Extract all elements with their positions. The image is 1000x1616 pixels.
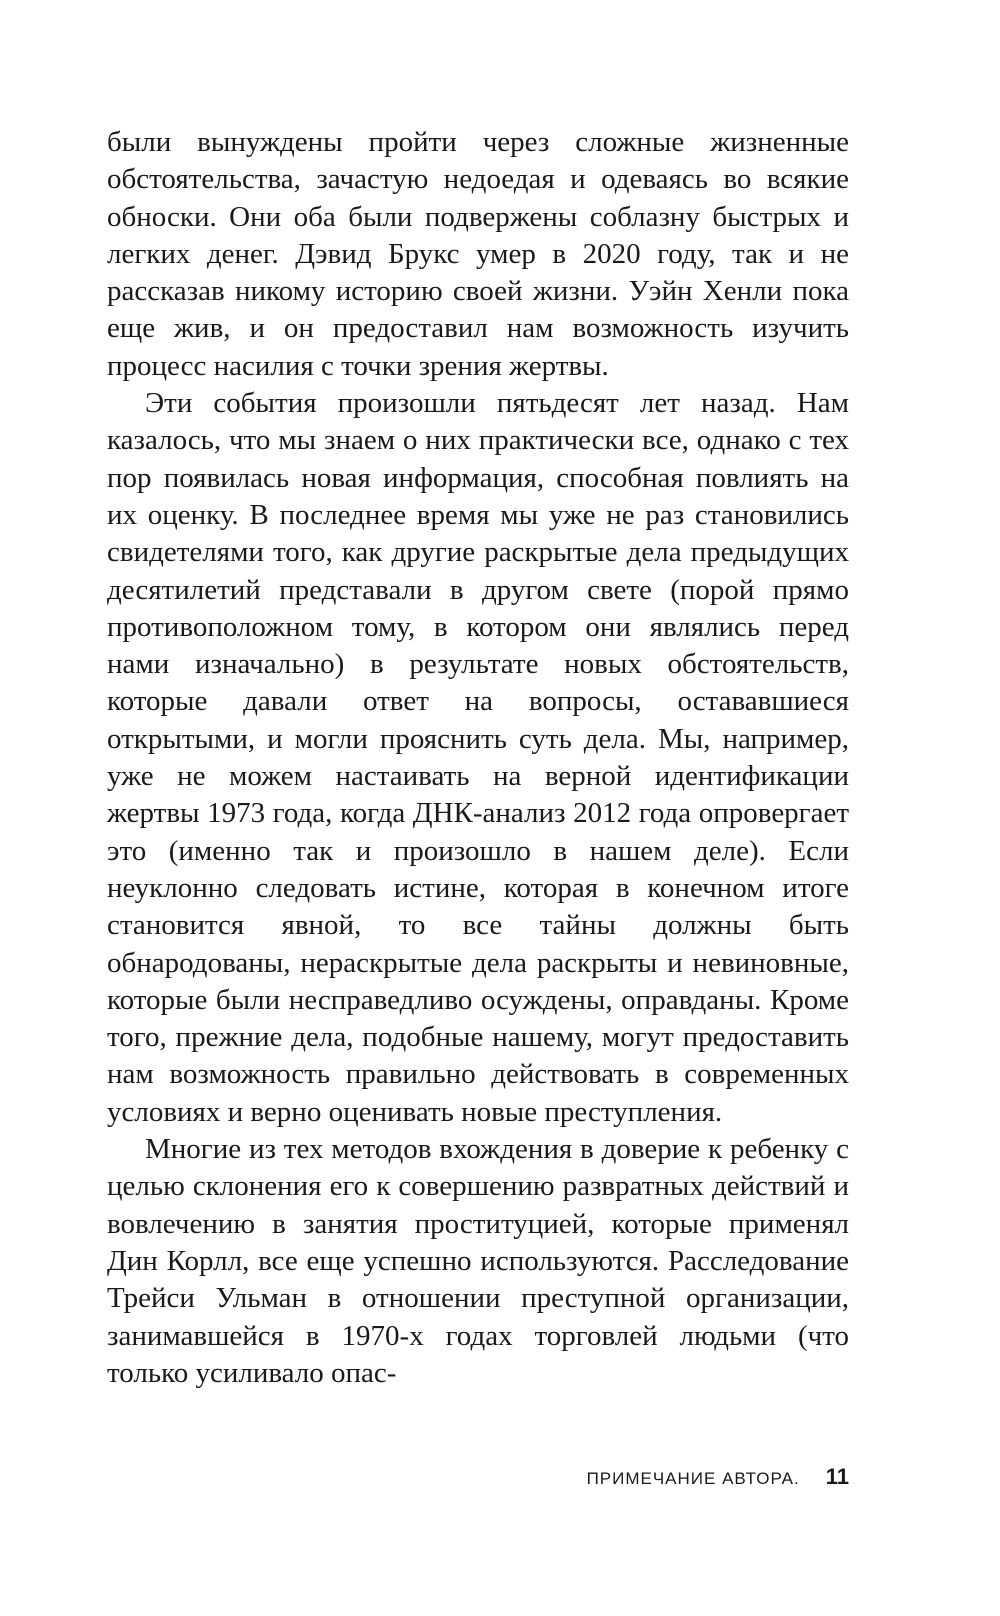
paragraph-continued: были вынуждены пройти через сложные жизненные обстоятельства, зачастую недоедая и одеваясь во всякие обноски. Они оба были подвержены соблазну быстрых и легких денег. Дэвид Брукс умер в 2020 году, так и не рассказав никому историю своей жизни. Уэйн Хенли пока еще жив, и он предоставил нам возможность изучить процесс насилия с точки зрения жертвы. [107,126,849,382]
page-footer [107,1464,849,1490]
paragraph: Эти события произошли пятьдесят лет назад. Нам казалось, что мы знаем о них практически все, однако с тех пор появилась новая информация, способная повлиять на их оценку. В последнее время мы уже не раз становились свидетелями того, как другие раскрытые дела предыдущих десятилетий представали в другом свете (порой прямо противоположном тому, в котором они являлись перед нами изначально) в результате новых обстоятельств, которые давали ответ на вопросы, остававшиеся открытыми, и могли прояснить суть дела. Мы, например, уже не можем настаивать на верной идентификации жертвы 1973 года, когда ДНК-анализ 2012 года опровергает это (именно так и произошло в нашем деле). Если неуклонно следовать истине, которая в конечном итоге становится явной, то все тайны должны быть обнародованы, нераскрытые дела раскрыты и невиновные, которые были несправедливо осуждены, оправданы. Кроме того, прежние дела, подобные нашему, могут предоставить нам возможность правильно действовать в современных условиях и верно оценивать новые преступления. [107,387,849,1128]
body-text [107,124,849,1392]
page-number: 11 [825,1464,849,1489]
paragraph: Многие из тех методов вхождения в доверие к ребенку с целью склонения его к совершению развратных действий и вовлечению в занятия проституцией, которые применял Дин Корлл, все еще успешно используются. Расследование Трейси Ульман в отношении преступной организации, занимавшейся в 1970-х годах торговлей людьми (что только усиливало опас- [107,1133,849,1389]
running-head: ПРИМЕЧАНИЕ АВТОРА. [586,1469,800,1488]
